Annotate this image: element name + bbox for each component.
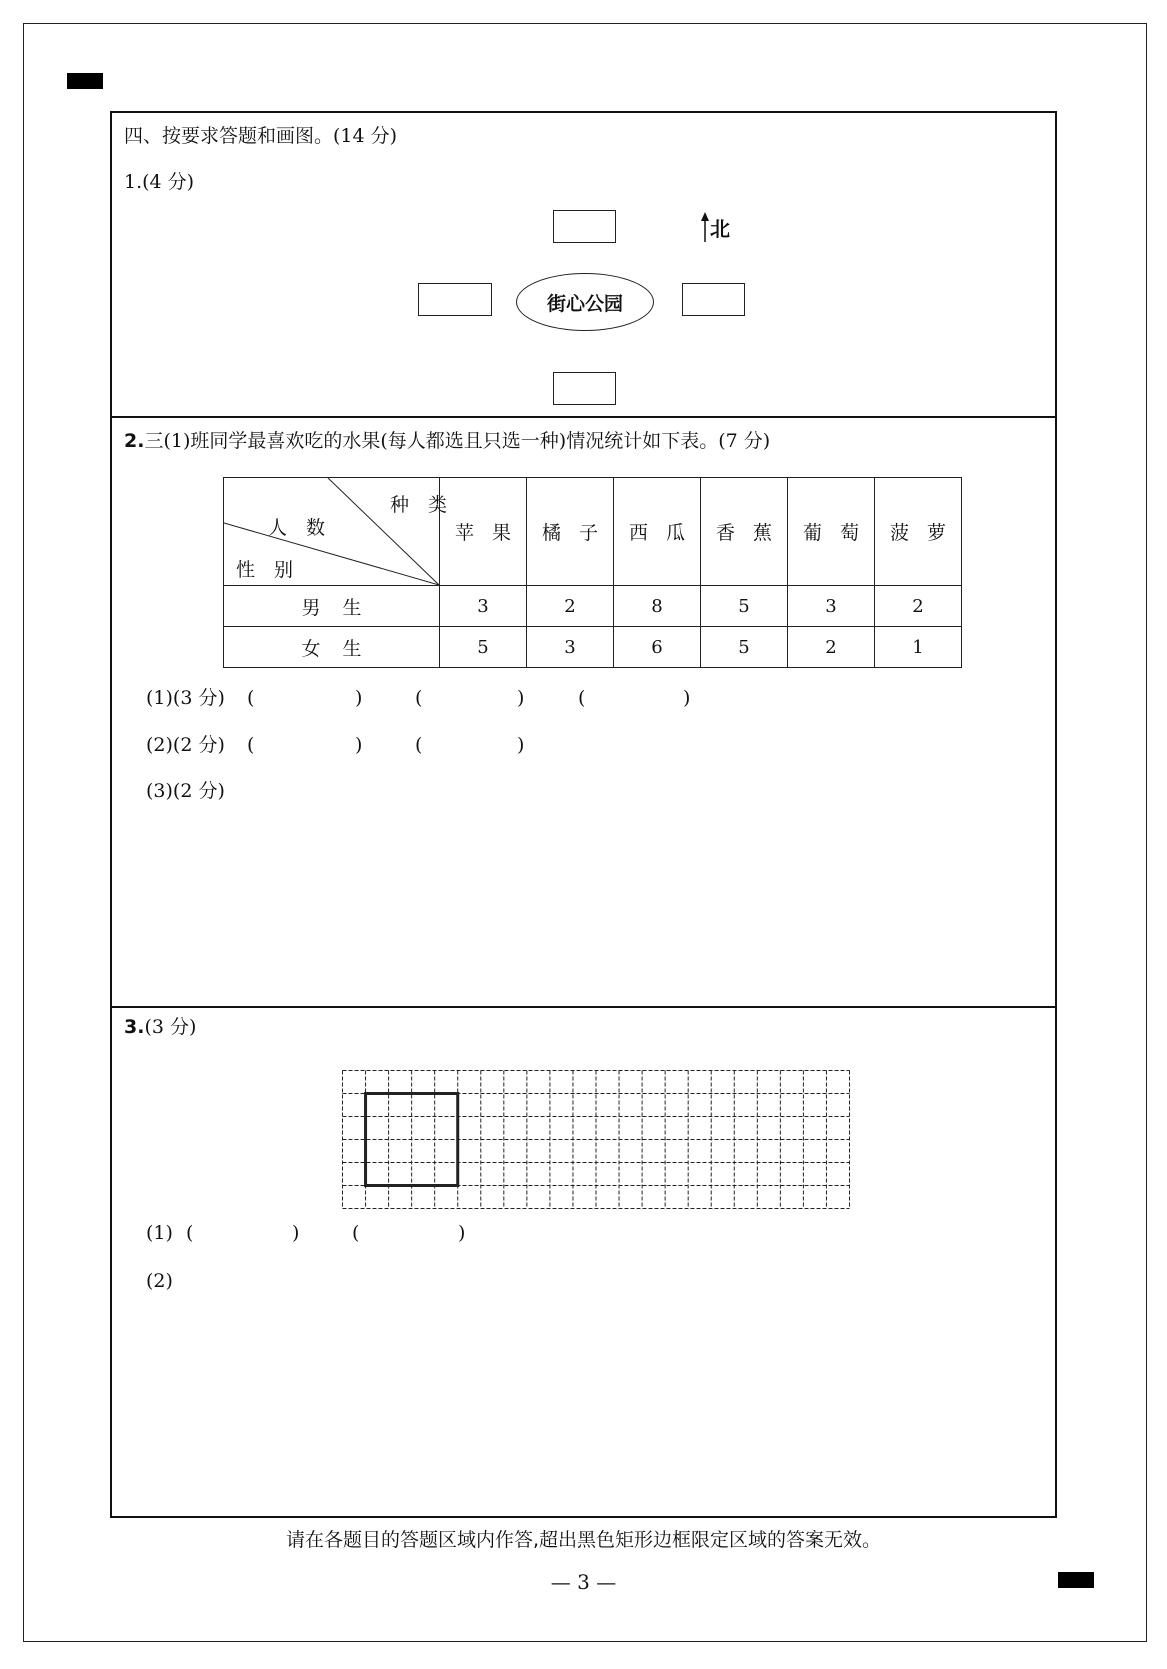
blank-open: ( [247,734,255,756]
q2-prompt: 三(1)班同学最喜欢吃的水果(每人都选且只选一种)情况统计如下表。(7 分) [144,430,771,452]
blank-close: ) [517,687,525,709]
table-cell: 3 [440,586,527,627]
blank-open: ( [247,687,255,709]
dashed-grid[interactable] [342,1070,850,1209]
q2-sub3-label: (3)(2 分) [146,780,225,802]
table-cell: 1 [875,627,962,668]
park-label: 街心公园 [546,292,623,315]
q1-points: (4 分) [142,171,195,193]
section-divider-q2-q3 [110,1006,1057,1008]
blank-open: ( [415,687,423,709]
footer-note: 请在各题目的答题区域内作答,超出黑色矩形边框限定区域的答案无效。 [285,1529,882,1551]
answer-blank-q3-1b[interactable] [368,1219,454,1245]
table-cell: 2 [527,586,614,627]
answer-box-west[interactable] [418,283,492,316]
table-cell: 8 [614,586,701,627]
column-header: 香蕉 [701,478,788,586]
corner-label-gender: 性 别 [236,559,294,581]
table-cell: 6 [614,627,701,668]
table-cell: 5 [701,586,788,627]
table-cell: 5 [440,627,527,668]
section-divider-q1-q2 [110,416,1057,418]
column-header: 菠萝 [875,478,962,586]
column-header: 橘子 [527,478,614,586]
blank-open: ( [415,734,423,756]
answer-blank-q2-1b[interactable] [430,684,514,710]
column-header: 西瓜 [614,478,701,586]
blank-close: ) [355,734,363,756]
table-cell: 3 [788,586,875,627]
blank-close: ) [458,1222,466,1244]
q3-points: (3 分) [144,1016,197,1038]
answer-blank-q3-1a[interactable] [202,1219,288,1245]
table-corner-cell [224,478,447,586]
blank-close: ) [292,1222,300,1244]
blank-close: ) [683,687,691,709]
table-cell: 5 [701,627,788,668]
answer-box-south[interactable] [553,372,616,405]
answer-blank-q2-2b[interactable] [430,731,514,757]
blank-close: ) [517,734,525,756]
north-arrow-icon [700,212,710,242]
section-title: 四、按要求答题和画图。(14 分) [124,125,398,147]
column-header: 葡萄 [788,478,875,586]
q2-header [124,432,770,451]
blank-open: ( [578,687,586,709]
q1-number: 1. [124,171,143,193]
north-indicator [700,212,730,242]
answer-blank-q2-1c[interactable] [593,684,679,710]
alignment-marker-top-left [67,73,103,89]
answer-area-q3-2[interactable] [146,1300,1026,1500]
q2-sub2-label: (2)(2 分) [146,734,225,756]
fruit-stats-table [223,477,962,668]
north-label: 北 [710,217,730,241]
answer-blank-q2-2a[interactable] [262,731,350,757]
answer-blank-q2-1a[interactable] [262,684,350,710]
q2-number: 2. [124,430,145,452]
corner-label-count: 人 数 [268,517,326,539]
park-ellipse [516,273,654,331]
answer-box-east[interactable] [682,283,745,316]
column-header: 苹果 [440,478,527,586]
page-number: — 3 — [550,1570,617,1594]
table-row [224,586,962,627]
q3-number: 3. [124,1016,145,1038]
q2-sub1-label: (1)(3 分) [146,687,225,709]
row-label: 男生 [224,586,440,627]
q3-sub1-label: (1) [146,1222,173,1244]
table-header-row [224,478,962,586]
corner-label-category: 种 类 [389,494,447,516]
table-cell: 3 [527,627,614,668]
table-row [224,627,962,668]
blank-open: ( [186,1222,194,1244]
blank-close: ) [355,687,363,709]
q3-header [124,1018,196,1037]
q3-sub2-label: (2) [146,1270,173,1292]
row-label: 女生 [224,627,440,668]
blank-open: ( [352,1222,360,1244]
answer-box-north[interactable] [553,210,616,243]
table-cell: 2 [788,627,875,668]
table-cell: 2 [875,586,962,627]
answer-area-q2-3[interactable] [146,810,1026,990]
q1-header [124,173,194,192]
